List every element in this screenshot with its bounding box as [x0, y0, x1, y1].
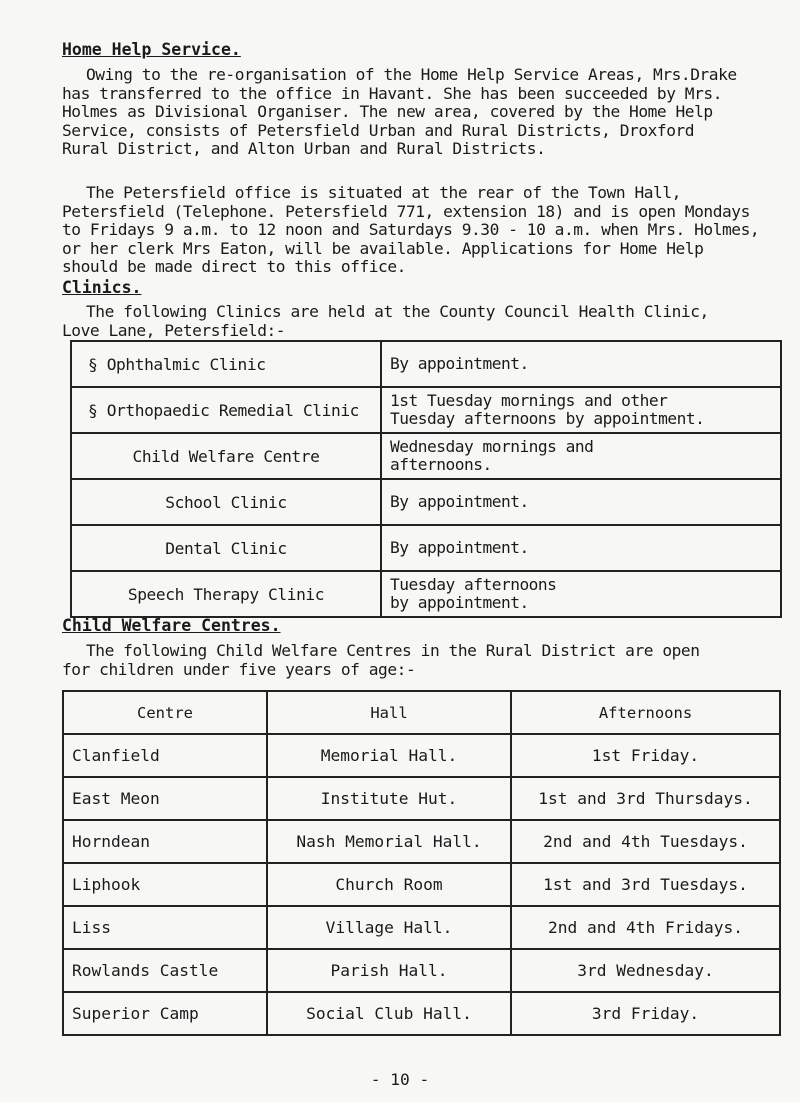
- afternoons-cell: 1st and 3rd Thursdays.: [511, 777, 780, 820]
- child-welfare-centres-intro: The following Child Welfare Centres in the Rural District are open for children under five years of age:-: [62, 641, 700, 679]
- clinic-name-cell: School Clinic: [71, 479, 381, 525]
- hall-name-cell: Institute Hut.: [267, 777, 511, 820]
- clinic-name-cell: Speech Therapy Clinic: [71, 571, 381, 617]
- page-number: - 10 -: [370, 1070, 430, 1089]
- centre-name-cell: Liphook: [63, 863, 267, 906]
- table-row: [63, 820, 780, 863]
- table-row: [71, 433, 781, 479]
- clinic-schedule-cell: Tuesday afternoons by appointment.: [381, 571, 781, 617]
- table-row: [63, 949, 780, 992]
- column-header-centre: Centre: [63, 691, 267, 734]
- afternoons-cell: 1st and 3rd Tuesdays.: [511, 863, 780, 906]
- afternoons-cell: 1st Friday.: [511, 734, 780, 777]
- afternoons-cell: 3rd Wednesday.: [511, 949, 780, 992]
- table-row: [63, 777, 780, 820]
- table-row: [71, 479, 781, 525]
- hall-name-cell: Social Club Hall.: [267, 992, 511, 1035]
- home-help-paragraph-2: The Petersfield office is situated at the rear of the Town Hall, Petersfield (Telephone. Petersfield 771, extension 18) and is open Mondays to Fridays 9 a.m. to 12 noon and Saturdays 9.30 - 10 a.m. when Mrs. Holmes, or her clerk Mrs Eaton, will be available. Applications for Home Help should be made direct to this office.: [62, 183, 760, 276]
- clinics-table: [70, 340, 782, 618]
- hall-name-cell: Nash Memorial Hall.: [267, 820, 511, 863]
- table-row: [71, 571, 781, 617]
- afternoons-cell: 3rd Friday.: [511, 992, 780, 1035]
- clinic-name-cell: § Orthopaedic Remedial Clinic: [71, 387, 381, 433]
- column-header-hall: Hall: [267, 691, 511, 734]
- centre-name-cell: Superior Camp: [63, 992, 267, 1035]
- table-row: [71, 387, 781, 433]
- hall-name-cell: Village Hall.: [267, 906, 511, 949]
- centre-name-cell: East Meon: [63, 777, 267, 820]
- table-row: [63, 863, 780, 906]
- hall-name-cell: Memorial Hall.: [267, 734, 511, 777]
- clinics-intro: The following Clinics are held at the County Council Health Clinic, Love Lane, Petersfield:-: [62, 302, 709, 340]
- child-welfare-centres-table: [62, 690, 781, 1036]
- home-help-paragraph-1: Owing to the re-organisation of the Home Help Service Areas, Mrs.Drake has transferred to the office in Havant. She has been succeeded by Mrs. Holmes as Divisional Organiser. The new area, covered by the Home Help Service, consists of Petersfield Urban and Rural Districts, Droxford Rural District, and Alton Urban and Rural Districts.: [62, 65, 737, 158]
- centre-name-cell: Horndean: [63, 820, 267, 863]
- clinics-heading: Clinics.: [62, 278, 142, 297]
- column-header-afternoons: Afternoons: [511, 691, 780, 734]
- child-welfare-centres-heading: Child Welfare Centres.: [62, 616, 281, 635]
- table-row: [71, 525, 781, 571]
- afternoons-cell: 2nd and 4th Tuesdays.: [511, 820, 780, 863]
- clinic-name-cell: § Ophthalmic Clinic: [71, 341, 381, 387]
- clinic-schedule-cell: 1st Tuesday mornings and other Tuesday afternoons by appointment.: [381, 387, 781, 433]
- clinic-name-cell: Child Welfare Centre: [71, 433, 381, 479]
- table-row: [63, 906, 780, 949]
- hall-name-cell: Parish Hall.: [267, 949, 511, 992]
- hall-name-cell: Church Room: [267, 863, 511, 906]
- afternoons-cell: 2nd and 4th Fridays.: [511, 906, 780, 949]
- clinic-schedule-cell: By appointment.: [381, 479, 781, 525]
- table-header-row: [63, 691, 780, 734]
- centre-name-cell: Rowlands Castle: [63, 949, 267, 992]
- clinic-name-cell: Dental Clinic: [71, 525, 381, 571]
- clinic-schedule-cell: Wednesday mornings and afternoons.: [381, 433, 781, 479]
- centre-name-cell: Liss: [63, 906, 267, 949]
- clinic-schedule-cell: By appointment.: [381, 341, 781, 387]
- centre-name-cell: Clanfield: [63, 734, 267, 777]
- table-row: [63, 734, 780, 777]
- clinic-schedule-cell: By appointment.: [381, 525, 781, 571]
- home-help-heading: Home Help Service.: [62, 40, 241, 59]
- table-row: [63, 992, 780, 1035]
- table-row: [71, 341, 781, 387]
